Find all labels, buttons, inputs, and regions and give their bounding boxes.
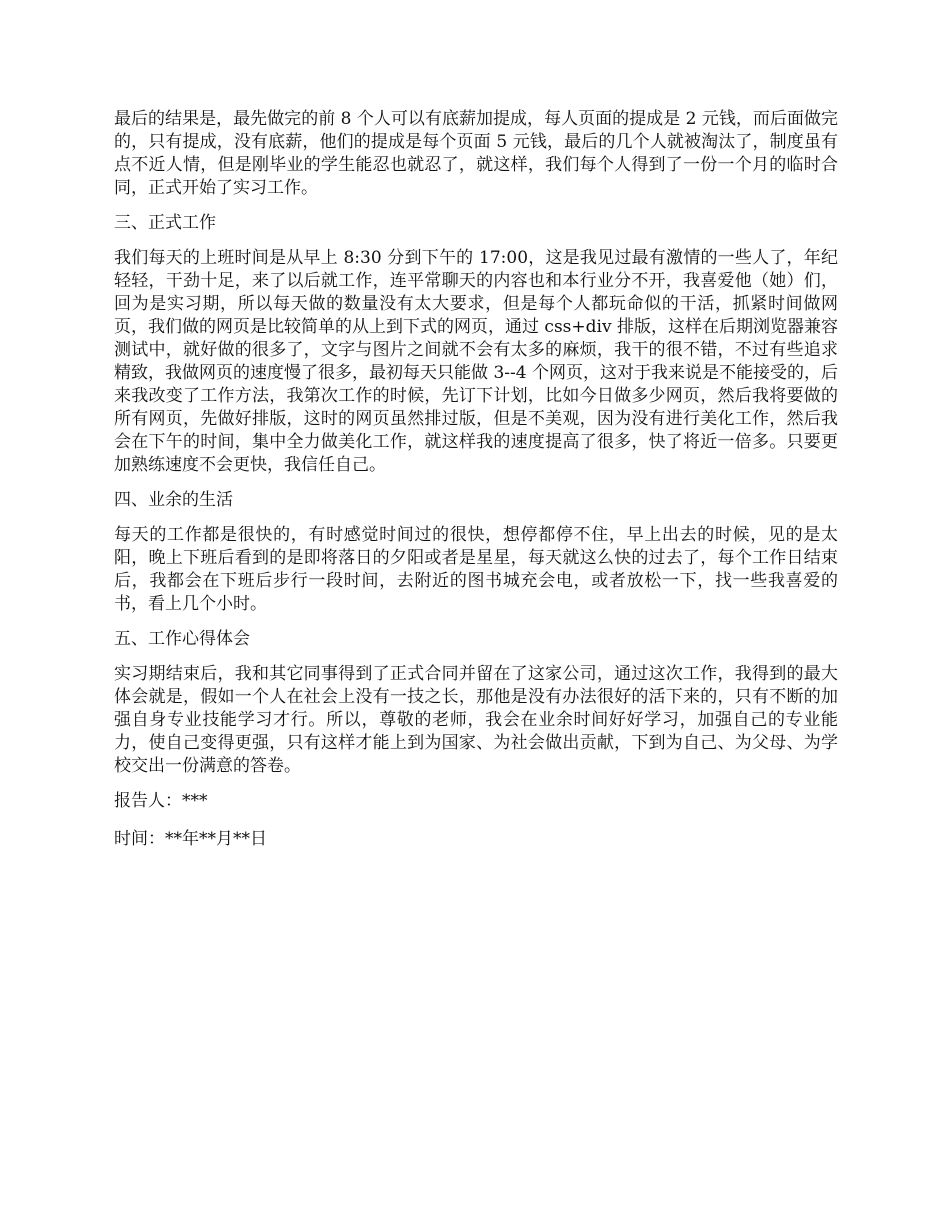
reporter-line: 报告人：*** bbox=[114, 791, 208, 811]
date-line: 时间：**年**月**日 bbox=[114, 829, 267, 849]
section-heading-experience: 五、工作心得体会 bbox=[114, 629, 250, 649]
paragraph-experience: 实习期结束后，我和其它同事得到了正式合同并留在了这家公司，通过这次工作，我得到的最大体会就是，假如一个人在社会上没有一技之长，那他是没有办法很好的活下来的，只有不断的加强自身专业技能学习才行。所以，尊敬的老师，我会在业余时间好好学习，加强自己的专业能力，使自己变得更强，只有这样才能上到为国家、为社会做出贡献，下到为自己、为父母、为学校交出一份满意的答卷。 bbox=[114, 664, 838, 776]
section-heading-spare-time: 四、业余的生活 bbox=[114, 490, 233, 510]
paragraph-spare-time: 每天的工作都是很快的，有时感觉时间过的很快，想停都停不住，早上出去的时候，见的是太阳，晚上下班后看到的是即将落日的夕阳或者是星星，每天就这么快的过去了，每个工作日结束后，我都会在下班后步行一段时间，去附近的图书城充会电，或者放松一下，找一些我喜爱的书，看上几个小时。 bbox=[114, 525, 838, 614]
paragraph-formal-work: 我们每天的上班时间是从早上 8:30 分到下午的 17:00，这是我见过最有激情的一些人了，年纪轻轻，干劲十足，来了以后就工作，连平常聊天的内容也和本行业分不开，我喜爱他（她）们，回为是实习期，所以每天做的数量没有太大要求，但是每个人都玩命似的干活，抓紧时间做网页，我们做的网页是比较简单的从上到下式的网页，通过 css+div 排版，这样在后期浏览器兼容测试中，就好做的很多了，文字与图片之间就不会有太多的麻烦，我干的很不错，不过有些追求精致，我做网页的速度慢了很多，最初每天只能做 3--4 个网页，这对于我来说是不能接受的，后来我改变了工作方法，我第次工作的时候，先订下计划，比如今日做多少网页，然后我将要做的所有网页，先做好排版，这时的网页虽然排过版，但是不美观，因为没有进行美化工作，然后我会在下午的时间，集中全力做美化工作，就这样我的速度提高了很多，快了将近一倍多。只要更加熟练速度不会更快，我信任自己。 bbox=[114, 248, 838, 475]
paragraph-results: 最后的结果是，最先做完的前 8 个人可以有底薪加提成，每人页面的提成是 2 元钱，而后面做完的，只有提成，没有底薪，他们的提成是每个页面 5 元钱，最后的几个人就被淘汰了，制度虽有点不近人情，但是刚毕业的学生能忍也就忍了，就这样，我们每个人得到了一份一个月的临时合同，正式开始了实习工作。 bbox=[114, 109, 838, 198]
document-page bbox=[114, 108, 838, 866]
section-heading-formal-work: 三、正式工作 bbox=[114, 213, 216, 233]
